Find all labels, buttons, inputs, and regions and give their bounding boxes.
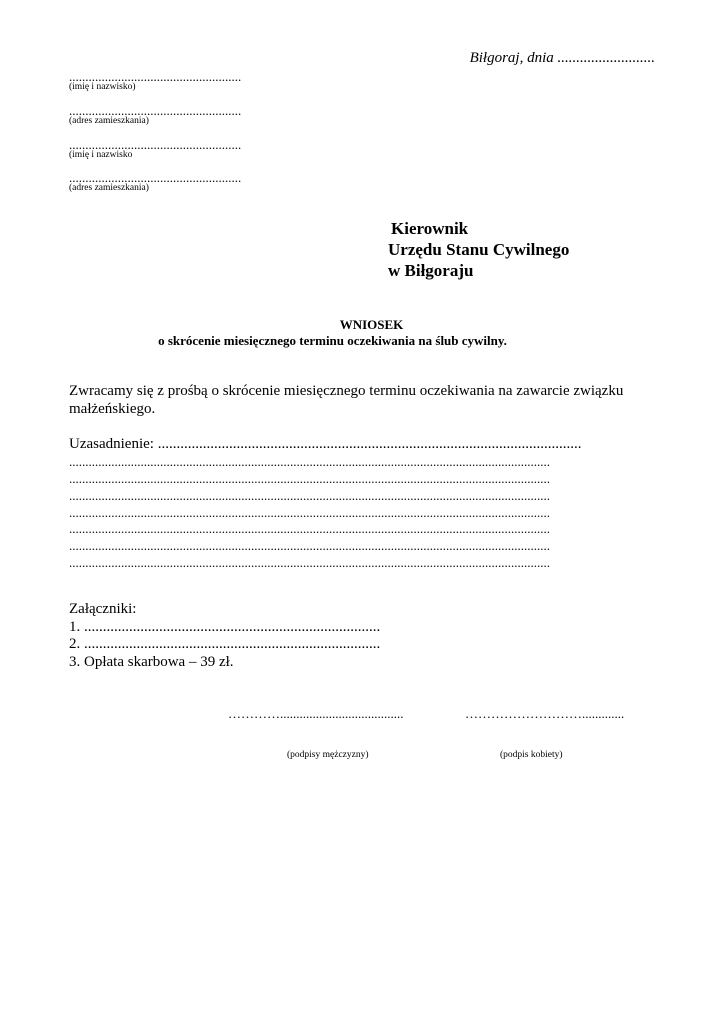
recipient-line-1: Kierownik — [391, 219, 469, 238]
applicant-name-1-dots: ..................................................... — [69, 69, 242, 84]
female-signature-label: (podpis kobiety) — [500, 750, 563, 760]
female-signature-line: ………………………............. — [465, 706, 625, 721]
attachments-block — [69, 601, 380, 671]
attachment-item: 1. ............................................................................... — [69, 618, 381, 635]
applicant-address-1-hint: (adres zamieszkania) — [69, 116, 149, 126]
document-title — [0, 317, 725, 349]
recipient-line-2: Urzędu Stanu Cywilnego — [388, 240, 570, 259]
applicant-address-2-dots: ..................................................... — [69, 170, 242, 185]
applicant-name-2-dots: ..................................................... — [69, 137, 242, 152]
applicant-address-1-dots: ..................................................... — [69, 103, 242, 118]
applicant-name-1-hint: (imię i nazwisko) — [69, 82, 136, 92]
applicant-name-2-hint: (imię i nazwisko — [69, 150, 133, 160]
justification-line: .................................................................................................................................................... — [69, 521, 550, 536]
recipient-line-3: w Biłgoraju — [388, 261, 474, 280]
attachment-item: 2. ............................................................................... — [69, 636, 381, 652]
justification-line: .................................................................................................................................................... — [69, 555, 550, 570]
justification-line: .................................................................................................................................................... — [69, 538, 550, 553]
justification-label: Uzasadnienie: ................................................................................................................. — [69, 436, 582, 452]
justification-line: .................................................................................................................................................... — [69, 471, 550, 486]
male-signature-label: (podpisy mężczyzny) — [287, 750, 369, 760]
male-signature-line: …………...................................... — [228, 706, 404, 721]
title-heading: WNIOSEK — [339, 317, 404, 332]
attachment-item: 3. Opłata skarbowa – 39 zł. — [69, 653, 234, 670]
title-subheading: o skrócenie miesięcznego terminu oczekiwania na ślub cywilny. — [158, 333, 507, 348]
applicant-address-2-hint: (adres zamieszkania) — [69, 183, 149, 193]
justification-line: .................................................................................................................................................... — [69, 454, 550, 469]
date-line: Biłgoraj, dnia .......................... — [469, 50, 655, 66]
justification-line: .................................................................................................................................................... — [69, 505, 550, 520]
justification-line: .................................................................................................................................................... — [69, 488, 550, 503]
request-paragraph: Zwracamy się z prośbą o skrócenie miesięcznego terminu oczekiwania na zawarcie związku małżeńskiego. — [69, 383, 624, 417]
recipient-block — [388, 218, 569, 281]
attachments-label: Załączniki: — [69, 601, 137, 617]
